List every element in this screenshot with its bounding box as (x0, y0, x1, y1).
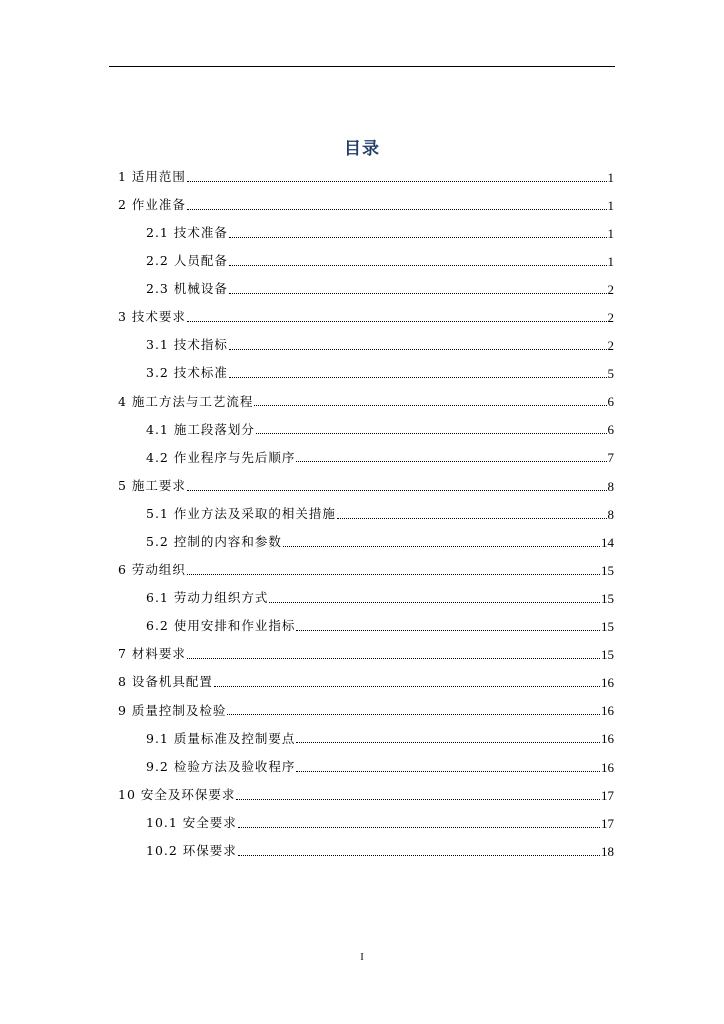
toc-entry[interactable] (118, 697, 614, 725)
toc-entry-label: 4.2 作业程序与先后顺序 (146, 449, 296, 465)
toc-entry-label: 6.2 使用安排和作业指标 (146, 618, 296, 634)
toc-entry-label: 5.1 作业方法及采取的相关措施 (146, 505, 336, 521)
dot-leader (187, 574, 600, 575)
toc-entry-page: 2 (607, 310, 614, 326)
toc-entry[interactable] (118, 809, 614, 837)
toc-entry-page: 1 (607, 197, 614, 213)
toc-entry[interactable] (118, 528, 614, 556)
toc-entry-page: 6 (607, 422, 614, 438)
dot-leader (296, 742, 600, 743)
dot-leader (238, 827, 600, 828)
toc-entry-page: 1 (607, 169, 614, 185)
toc-entry-page: 15 (601, 590, 614, 606)
toc-entry-label: 6 劳动组织 (118, 562, 186, 578)
toc-entry-label: 3.2 技术标准 (146, 365, 228, 381)
toc-entry-page: 15 (601, 562, 614, 578)
toc-entry-page: 16 (601, 759, 614, 775)
table-of-contents (118, 163, 614, 865)
dot-leader (229, 349, 607, 350)
toc-entry-page: 16 (601, 675, 614, 691)
dot-leader (229, 237, 607, 238)
dot-leader (229, 293, 607, 294)
toc-entry[interactable] (118, 191, 614, 219)
toc-entry-page: 5 (607, 366, 614, 382)
toc-entry-label: 2.1 技术准备 (146, 224, 228, 240)
toc-entry-page: 2 (607, 338, 614, 354)
toc-entry-page: 1 (607, 225, 614, 241)
dot-leader (337, 518, 607, 519)
toc-entry[interactable] (118, 332, 614, 360)
dot-leader (296, 461, 606, 462)
toc-entry-label: 9.1 质量标准及控制要点 (146, 730, 296, 746)
toc-entry[interactable] (118, 669, 614, 697)
toc-entry[interactable] (118, 416, 614, 444)
toc-entry[interactable] (118, 444, 614, 472)
toc-entry-page: 8 (607, 478, 614, 494)
toc-entry-page: 18 (601, 843, 614, 859)
toc-entry-label: 1 适用范围 (118, 168, 186, 184)
dot-leader (254, 405, 606, 406)
toc-entry[interactable] (118, 303, 614, 331)
dot-leader (236, 799, 600, 800)
dot-leader (229, 265, 607, 266)
toc-entry-label: 10 安全及环保要求 (118, 786, 236, 802)
toc-entry-label: 3 技术要求 (118, 309, 186, 325)
toc-entry-label: 7 材料要求 (118, 646, 186, 662)
toc-entry-label: 9.2 检验方法及验收程序 (146, 758, 296, 774)
toc-entry[interactable] (118, 388, 614, 416)
dot-leader (187, 321, 607, 322)
toc-entry[interactable] (118, 781, 614, 809)
toc-entry[interactable] (118, 360, 614, 388)
dot-leader (283, 546, 600, 547)
header-rule (109, 66, 615, 67)
toc-entry-page: 15 (601, 647, 614, 663)
toc-entry-label: 5 施工要求 (118, 477, 186, 493)
dot-leader (238, 855, 600, 856)
page-number: I (360, 952, 364, 963)
dot-leader (269, 602, 600, 603)
toc-entry-label: 8 设备机具配置 (118, 674, 213, 690)
dot-leader (229, 377, 607, 378)
toc-entry[interactable] (118, 163, 614, 191)
toc-entry[interactable] (118, 275, 614, 303)
toc-entry-label: 2.3 机械设备 (146, 281, 228, 297)
toc-entry-page: 14 (601, 534, 614, 550)
toc-entry-page: 6 (607, 394, 614, 410)
toc-entry-label: 2 作业准备 (118, 196, 186, 212)
dot-leader (296, 630, 600, 631)
dot-leader (187, 490, 607, 491)
toc-entry-page: 17 (601, 815, 614, 831)
toc-entry-label: 5.2 控制的内容和参数 (146, 534, 282, 550)
toc-entry-label: 2.2 人员配备 (146, 253, 228, 269)
toc-entry[interactable] (118, 753, 614, 781)
toc-entry-page: 15 (601, 619, 614, 635)
toc-entry-page: 8 (607, 506, 614, 522)
toc-entry-label: 9 质量控制及检验 (118, 702, 227, 718)
toc-entry[interactable] (118, 613, 614, 641)
toc-entry-page: 2 (607, 281, 614, 297)
toc-entry-label: 4.1 施工段落划分 (146, 421, 255, 437)
dot-leader (296, 771, 600, 772)
toc-entry-page: 1 (607, 253, 614, 269)
toc-entry[interactable] (118, 584, 614, 612)
toc-entry[interactable] (118, 500, 614, 528)
toc-entry-page: 16 (601, 703, 614, 719)
toc-entry[interactable] (118, 472, 614, 500)
toc-entry-label: 6.1 劳动力组织方式 (146, 590, 269, 606)
toc-entry-page: 17 (601, 787, 614, 803)
page-title: 目录 (344, 139, 380, 159)
dot-leader (256, 433, 607, 434)
dot-leader (187, 209, 607, 210)
toc-entry[interactable] (118, 837, 614, 865)
dot-leader (227, 714, 600, 715)
toc-entry[interactable] (118, 247, 614, 275)
toc-entry[interactable] (118, 556, 614, 584)
toc-entry[interactable] (118, 641, 614, 669)
toc-entry-page: 16 (601, 731, 614, 747)
dot-leader (187, 181, 607, 182)
toc-entry-label: 10.2 环保要求 (146, 843, 237, 859)
toc-entry-label: 4 施工方法与工艺流程 (118, 393, 254, 409)
toc-entry[interactable] (118, 725, 614, 753)
toc-entry-label: 3.1 技术指标 (146, 337, 228, 353)
dot-leader (214, 686, 600, 687)
toc-entry-label: 10.1 安全要求 (146, 814, 237, 830)
dot-leader (187, 658, 600, 659)
toc-entry-page: 7 (607, 450, 614, 466)
toc-entry[interactable] (118, 219, 614, 247)
